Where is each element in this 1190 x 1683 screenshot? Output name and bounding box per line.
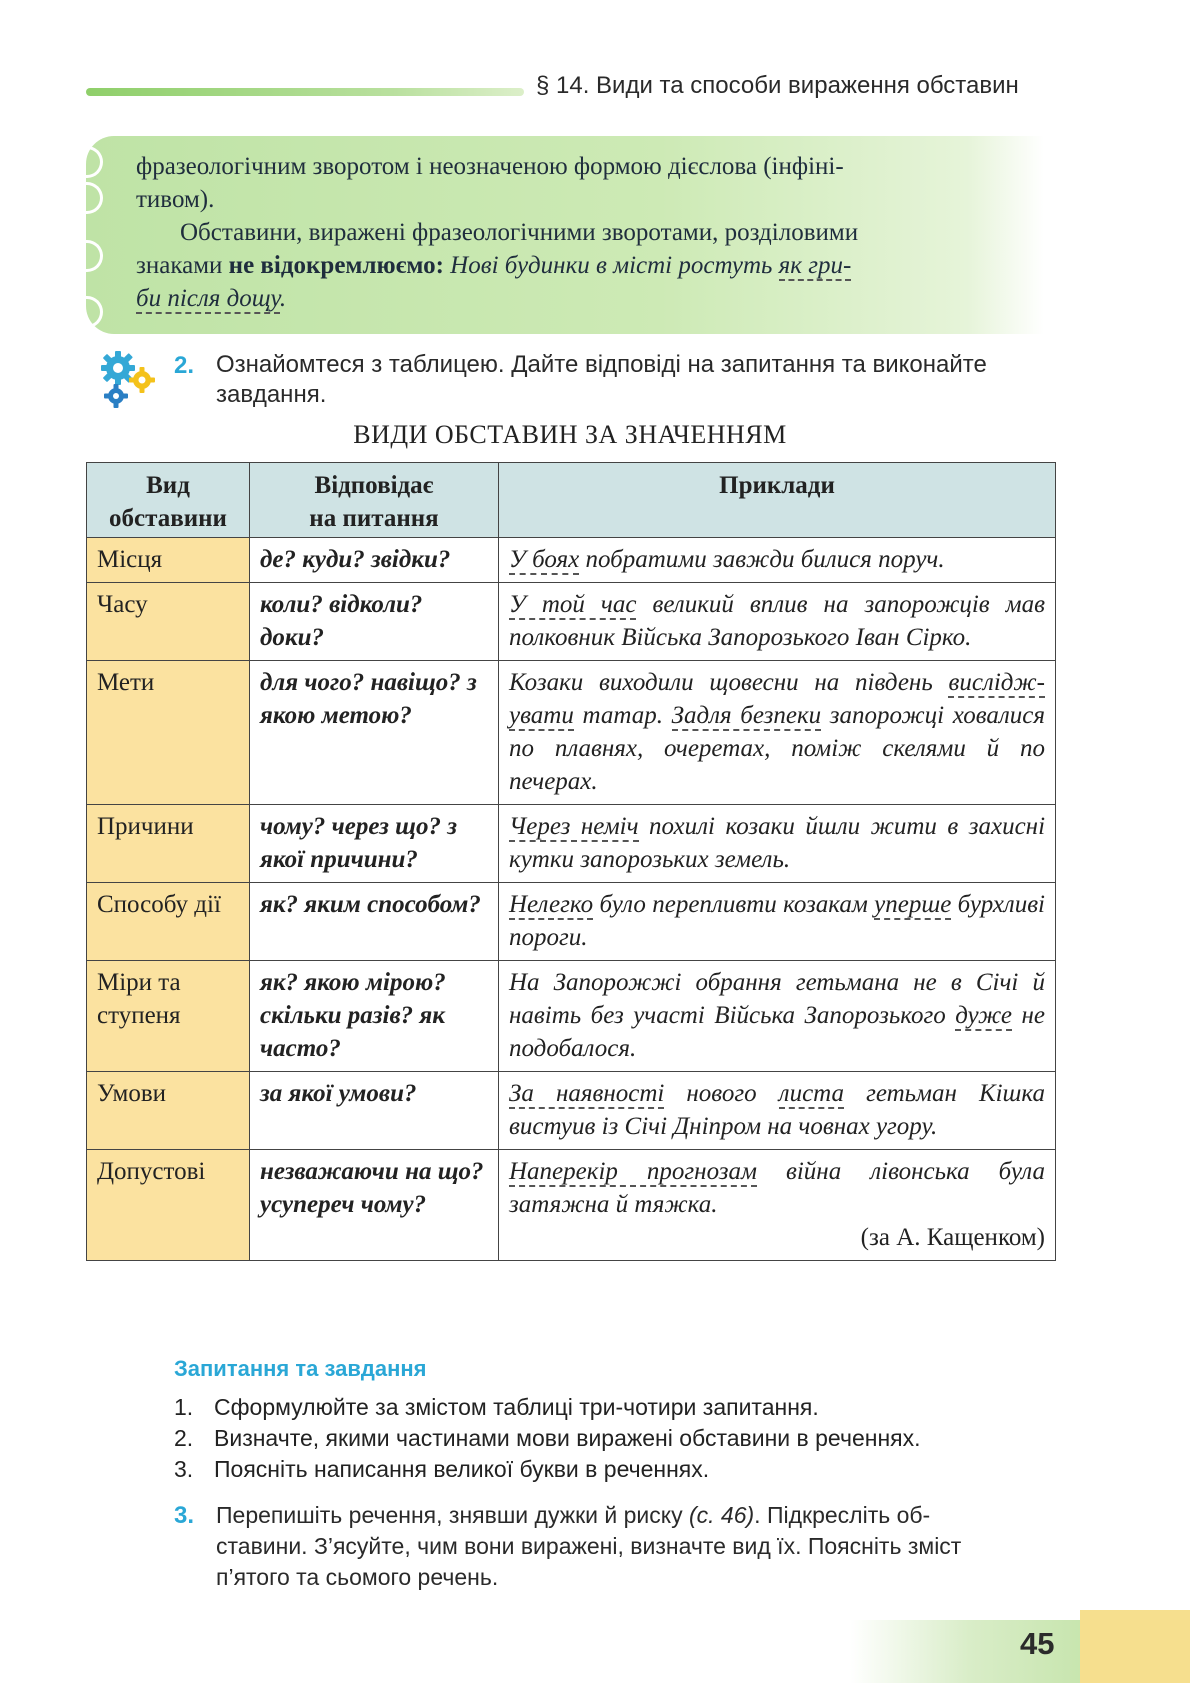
kind-cell: Причини bbox=[87, 805, 250, 883]
header-examples: Приклади bbox=[499, 463, 1056, 538]
rule-example-underlined: би після дощу bbox=[136, 285, 280, 312]
rule-example: Нові будинки в місті ростуть bbox=[443, 252, 779, 279]
header-text: обставини bbox=[109, 505, 227, 532]
question-cell: чому? через що? з якої причини? bbox=[250, 805, 499, 883]
adverbial-underlined: листа bbox=[778, 1080, 845, 1107]
example-text: татар. bbox=[573, 702, 672, 729]
kind-cell: Мети bbox=[87, 661, 250, 805]
example-text: війна лівонська була затяжна й тяжка. bbox=[509, 1158, 1045, 1218]
table-row bbox=[87, 1150, 1056, 1261]
example-text: не подобалося. bbox=[509, 1002, 1045, 1062]
table-title: ВИДИ ОБСТАВИН ЗА ЗНАЧЕННЯМ bbox=[353, 420, 787, 449]
exercise-number: 2. bbox=[174, 352, 195, 379]
rule-example: . bbox=[279, 285, 287, 312]
question-cell: де? куди? звідки? bbox=[250, 538, 499, 583]
adverbial-underlined: уперше bbox=[874, 891, 952, 918]
rule-line-text: Обставини, виражені фразеологічними зворотами, розділовими bbox=[180, 219, 859, 246]
item-number: 3. bbox=[174, 1456, 194, 1482]
adverbials-table bbox=[86, 462, 1056, 1261]
kind-cell: Допустові bbox=[87, 1150, 250, 1261]
kind-cell: Способу дії bbox=[87, 883, 250, 961]
adverbial-underlined: Нелегко bbox=[509, 891, 594, 918]
example-cell bbox=[499, 661, 1056, 805]
header-text: на питання bbox=[309, 505, 439, 532]
kind-cell: Місця bbox=[87, 538, 250, 583]
rule-line-text: знаками bbox=[136, 252, 229, 279]
example-text: було перепливти козакам bbox=[593, 891, 875, 918]
exercise-number: 3. bbox=[174, 1502, 195, 1529]
section-title: § 14. Види та способи вираження обставин bbox=[536, 72, 1019, 99]
adverbial-underlined: У той час bbox=[509, 591, 637, 618]
rule-line bbox=[136, 216, 1036, 249]
source-citation: (за А. Кащенком) bbox=[860, 1224, 1045, 1251]
question-cell: як? яким способом? bbox=[250, 883, 499, 961]
example-text: побратими завжди билися поруч. bbox=[579, 546, 945, 573]
exercise-text bbox=[216, 350, 987, 410]
example-text: На Запорожжі обрання гетьмана не в Січі й навіть без участі Війська Запорозького bbox=[509, 969, 1045, 1029]
example-text: запорожці ховалися по плавнях, очеретах, поміж скелями й по печерах. bbox=[509, 702, 1046, 795]
page-tab bbox=[1080, 1610, 1190, 1683]
example-cell bbox=[499, 583, 1056, 661]
example-text: нового bbox=[664, 1080, 779, 1107]
table-row bbox=[87, 883, 1056, 961]
example-cell bbox=[499, 883, 1056, 961]
table-row bbox=[87, 661, 1056, 805]
table-header-row bbox=[87, 463, 1056, 538]
example-cell bbox=[499, 805, 1056, 883]
exercise-line: ставини. З’ясуйте, чим вони виражені, визначте вид їх. Поясніть зміст bbox=[216, 1533, 962, 1559]
adverbial-underlined: У боях bbox=[509, 546, 580, 573]
example-cell bbox=[499, 1072, 1056, 1150]
item-text: Сформулюйте за змістом таблиці три-чотири запитання. bbox=[214, 1394, 819, 1420]
header-rule bbox=[86, 88, 524, 96]
kind-cell: Умови bbox=[87, 1072, 250, 1150]
questions-heading: Запитання та завдання bbox=[174, 1356, 427, 1381]
exercise-line-text: Перепишіть речення, знявши дужки й риску bbox=[216, 1502, 689, 1528]
questions-list bbox=[174, 1392, 921, 1485]
example-text: похилі козаки йшли жити в захисні кутки запорозьких земель. bbox=[509, 813, 1046, 873]
rule-line: тивом). bbox=[136, 186, 215, 213]
example-cell bbox=[499, 961, 1056, 1072]
item-number: 2. bbox=[174, 1425, 194, 1451]
adverbial-underlined: висліджувати bbox=[509, 669, 1045, 729]
table-row bbox=[87, 538, 1056, 583]
header-text: Відповідає bbox=[314, 472, 434, 499]
item-text: Визначте, якими частинами мови виражені обставини в реченнях. bbox=[214, 1425, 921, 1451]
list-item bbox=[174, 1423, 921, 1454]
table-row bbox=[87, 961, 1056, 1072]
exercise-line: п’ятого та сьомого речень. bbox=[216, 1564, 499, 1590]
example-text: Козаки виходили щовесни на південь bbox=[509, 669, 949, 696]
list-item bbox=[174, 1392, 921, 1423]
exercise-text bbox=[216, 1500, 961, 1593]
table-row bbox=[87, 805, 1056, 883]
page-number: 45 bbox=[1020, 1626, 1055, 1661]
adverbial-underlined: Наперекір прогнозам bbox=[509, 1158, 757, 1185]
adverbial-underlined: Задля безпеки bbox=[671, 702, 822, 729]
rule-bold-text: не відокремлюємо: bbox=[228, 252, 444, 279]
example-text: гетьман Кішка вистуив із Січі Дніпром на човнах угору. bbox=[509, 1080, 1045, 1140]
exercise-line-text: . Підкресліть об- bbox=[754, 1502, 931, 1528]
rule-line bbox=[136, 282, 1036, 315]
rule-line bbox=[136, 249, 1036, 282]
question-cell: для чого? навіщо? з якою метою? bbox=[250, 661, 499, 805]
exercise-line: завдання. bbox=[216, 381, 327, 408]
kind-cell: Часу bbox=[87, 583, 250, 661]
adverbial-underlined: дуже bbox=[955, 1002, 1013, 1029]
kind-cell: Міри та ступеня bbox=[87, 961, 250, 1072]
adverbial-underlined: Через неміч bbox=[509, 813, 639, 840]
example-cell bbox=[499, 538, 1056, 583]
question-cell: коли? відколи? доки? bbox=[250, 583, 499, 661]
exercise-line: Ознайомтеся з таблицею. Дайте відповіді на запитання та виконайте bbox=[216, 351, 987, 378]
table-row bbox=[87, 583, 1056, 661]
example-cell bbox=[499, 1150, 1056, 1261]
item-number: 1. bbox=[174, 1394, 194, 1420]
list-item bbox=[174, 1454, 921, 1485]
header-question bbox=[250, 463, 499, 538]
page-reference: (с. 46) bbox=[688, 1502, 755, 1528]
table-row bbox=[87, 1072, 1056, 1150]
example-text: бурхливі пороги. bbox=[509, 891, 1045, 951]
header-kind bbox=[87, 463, 250, 538]
rule-line: фразеологічним зворотом і неозначеною формою дієслова (інфіні- bbox=[136, 153, 844, 180]
item-text: Поясніть написання великої букви в реченнях. bbox=[214, 1456, 710, 1482]
question-cell: незважаючи на що? усупереч чому? bbox=[250, 1150, 499, 1261]
example-text: великий вплив на запорожців мав полковник Війська Запорозького Іван Сірко. bbox=[509, 591, 1045, 651]
rule-text bbox=[136, 150, 1036, 315]
question-cell: як? якою мірою? скільки разів? як часто? bbox=[250, 961, 499, 1072]
rule-example-underlined: як гри- bbox=[778, 252, 852, 279]
gears-icon bbox=[96, 350, 158, 408]
question-cell: за якої умови? bbox=[250, 1072, 499, 1150]
exercise-line bbox=[216, 1500, 961, 1531]
header-text: Вид bbox=[146, 472, 190, 499]
adverbial-underlined: За наявності bbox=[509, 1080, 665, 1107]
